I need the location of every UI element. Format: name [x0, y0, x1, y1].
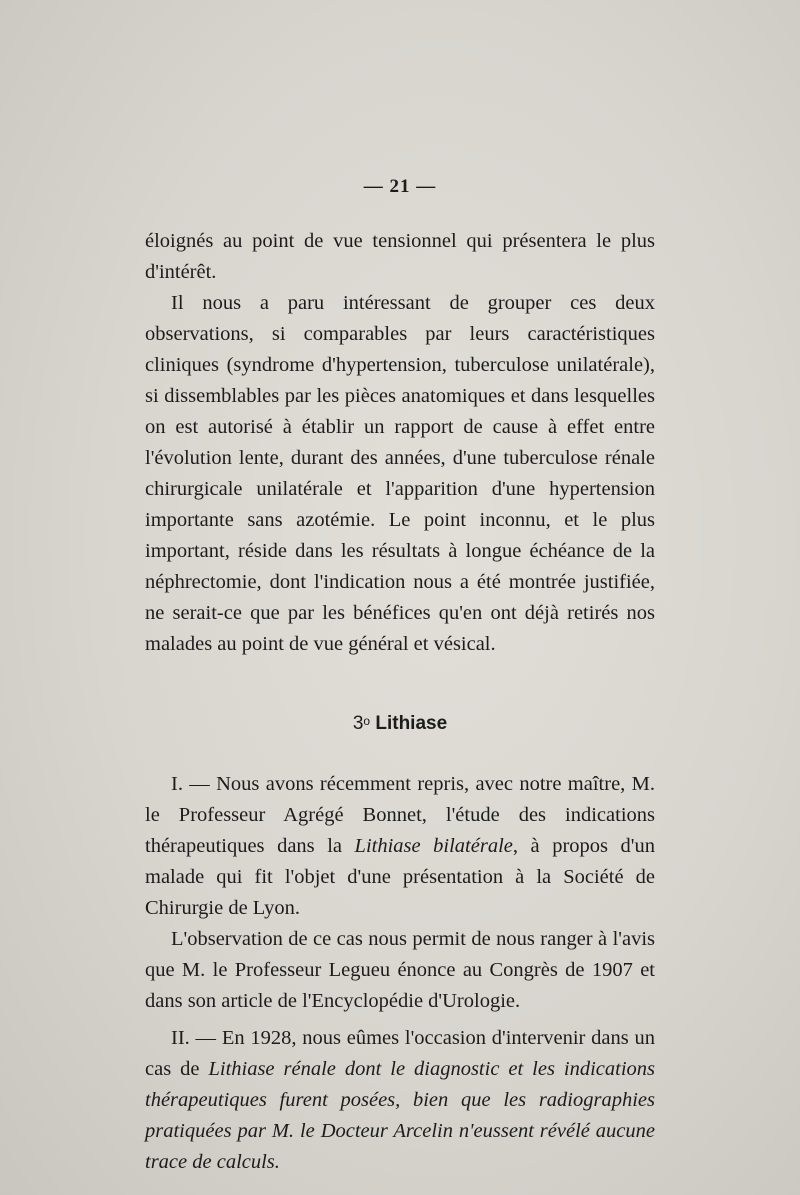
- italic-term: Lithiase bilatérale: [354, 835, 513, 857]
- section-number: 3$^o$: [352, 713, 371, 734]
- paragraph-continuation: éloignés au point de vue tensionnel qui présentera le plus d'intérêt.: [145, 230, 655, 283]
- section-heading: [145, 706, 655, 739]
- italic-passage: Lithiase rénale dont le diagnostic et les indications thérapeutiques furent posées, bien que les radiographies pratiquées par M. le Docteur Arcelin n'eussent révélé aucune trace de calculs.: [145, 1058, 656, 1173]
- paragraph-I: I. — Nous avons récemment repris, avec notre maître, M. le Professeur Agrégé Bonnet, l'étude des indications thérapeutiques dans la Lithiase bilatérale, à propos d'un malade qui fit l'objet d'une présentation à la Société de Chirurgie de Lyon.: [145, 773, 655, 919]
- section-title: Lithiase: [375, 713, 448, 734]
- paragraph-II: II. — En 1928, nous eûmes l'occasion d'intervenir dans un cas de Lithiase rénale dont le diagnostic et les indications thérapeutiques furent posées, bien que les radiographies pratiquées par M. le Docteur Arcelin n'eussent révélé aucune trace de calculs.: [145, 1027, 656, 1173]
- body-text: [145, 226, 655, 1178]
- page-number: — 21 —: [363, 176, 437, 197]
- paragraph-observation: L'observation de ce cas nous permit de nous ranger à l'avis que M. le Professeur Legueu énonce au Congrès de 1907 et dans son article de l'Encyclopédie d'Urologie.: [145, 928, 655, 1012]
- paragraph-observations: Il nous a paru intéressant de grouper ces deux observations, si comparables par leurs caractéristiques cliniques (syndrome d'hypertension, tuberculose unilatérale), si dissemblables par les pièces anatomiques et dans lesquelles on est autorisé à établir un rapport de cause à effet entre l'évolution lente, durant des années, d'une tuberculose rénale chirurgicale unilatérale et l'apparition d'une hypertension importante sans azotémie. Le point inconnu, et le plus important, réside dans les résultats à longue échéance de la néphrectomie, dont l'indication nous a été montrée justifiée, ne serait-ce que par les bénéfices qu'en ont déjà retirés nos malades au point de vue général et vésical.: [145, 292, 655, 655]
